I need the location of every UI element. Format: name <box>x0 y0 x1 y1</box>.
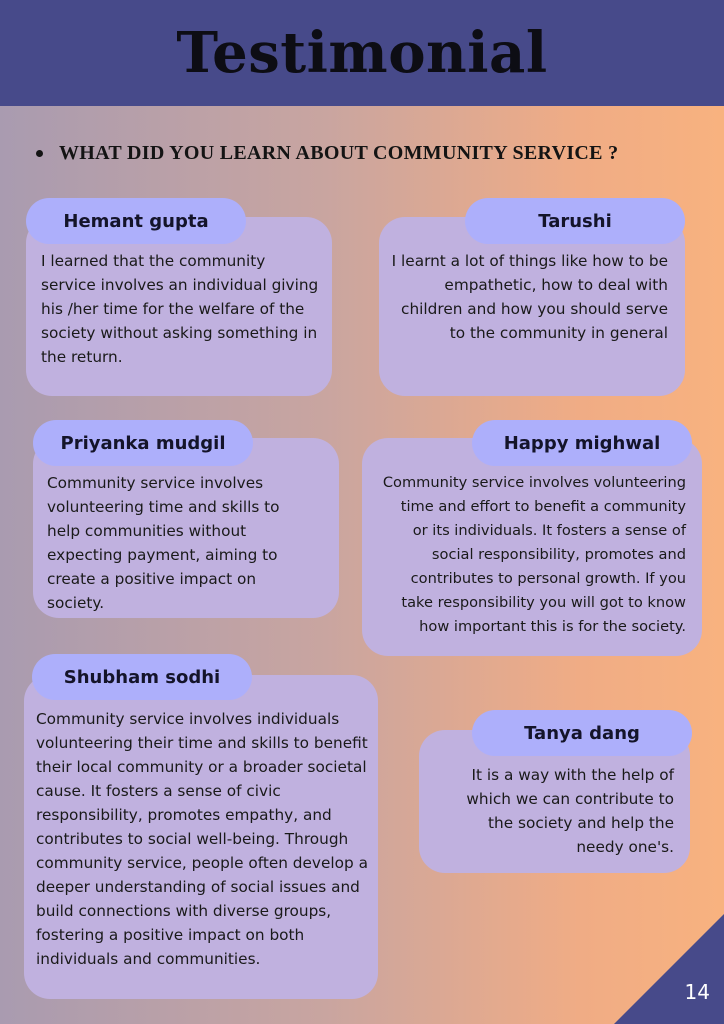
testimonial-card-happy <box>362 438 702 656</box>
name-pill-hemant <box>26 198 246 244</box>
name-pill-tanya <box>472 710 692 756</box>
testimonial-name: Priyanka mudgil <box>60 432 226 454</box>
corner-triangle <box>614 914 724 1024</box>
testimonial-name: Shubham sodhi <box>63 666 221 688</box>
header-banner <box>0 0 724 106</box>
question-heading <box>36 142 706 165</box>
testimonial-text: I learnt a lot of things like how to be empathetic, how to deal with children and how you should serve to the community in general <box>391 252 668 342</box>
testimonial-text: Community service involves volunteering time and effort to benefit a community or its individuals. It fosters a sense of social responsibility, promotes and contributes to personal growth. If you take responsibility you will got to know how important this is for the society. <box>382 474 686 635</box>
testimonial-name: Tarushi <box>538 210 612 232</box>
name-pill-tarushi <box>465 198 685 244</box>
name-pill-priyanka <box>33 420 253 466</box>
testimonial-text: I learned that the community service involves an individual giving his /her time for the welfare of the society without asking something in the return. <box>41 252 319 366</box>
name-pill-shubham <box>32 654 252 700</box>
testimonial-card-shubham <box>24 675 378 999</box>
bullet-icon <box>36 150 43 157</box>
testimonial-text: Community service involves individuals volunteering their time and skills to benefit their local community or a broader societal cause. It fosters a sense of civic responsibility, promotes empathy, and contributes to social well-being. Through community service, people often develop a deeper understanding of social issues and build connections with diverse groups, fostering a positive impact on both individuals and communities. <box>36 710 368 968</box>
name-pill-happy <box>472 420 692 466</box>
testimonial-name: Tanya dang <box>524 722 640 744</box>
testimonial-name: Hemant gupta <box>63 210 209 232</box>
page-number: 14 <box>684 980 710 1004</box>
testimonial-name: Happy mighwal <box>503 432 661 454</box>
question-text: WHAT DID YOU LEARN ABOUT COMMUNITY SERVICE ? <box>59 142 619 164</box>
testimonial-text: Community service involves volunteering time and skills to help communities without expecting payment, aiming to create a positive impact on society. <box>47 474 280 612</box>
testimonial-text: It is a way with the help of which we can contribute to the society and help the needy one's. <box>466 766 674 856</box>
page-title: Testimonial <box>176 20 548 86</box>
